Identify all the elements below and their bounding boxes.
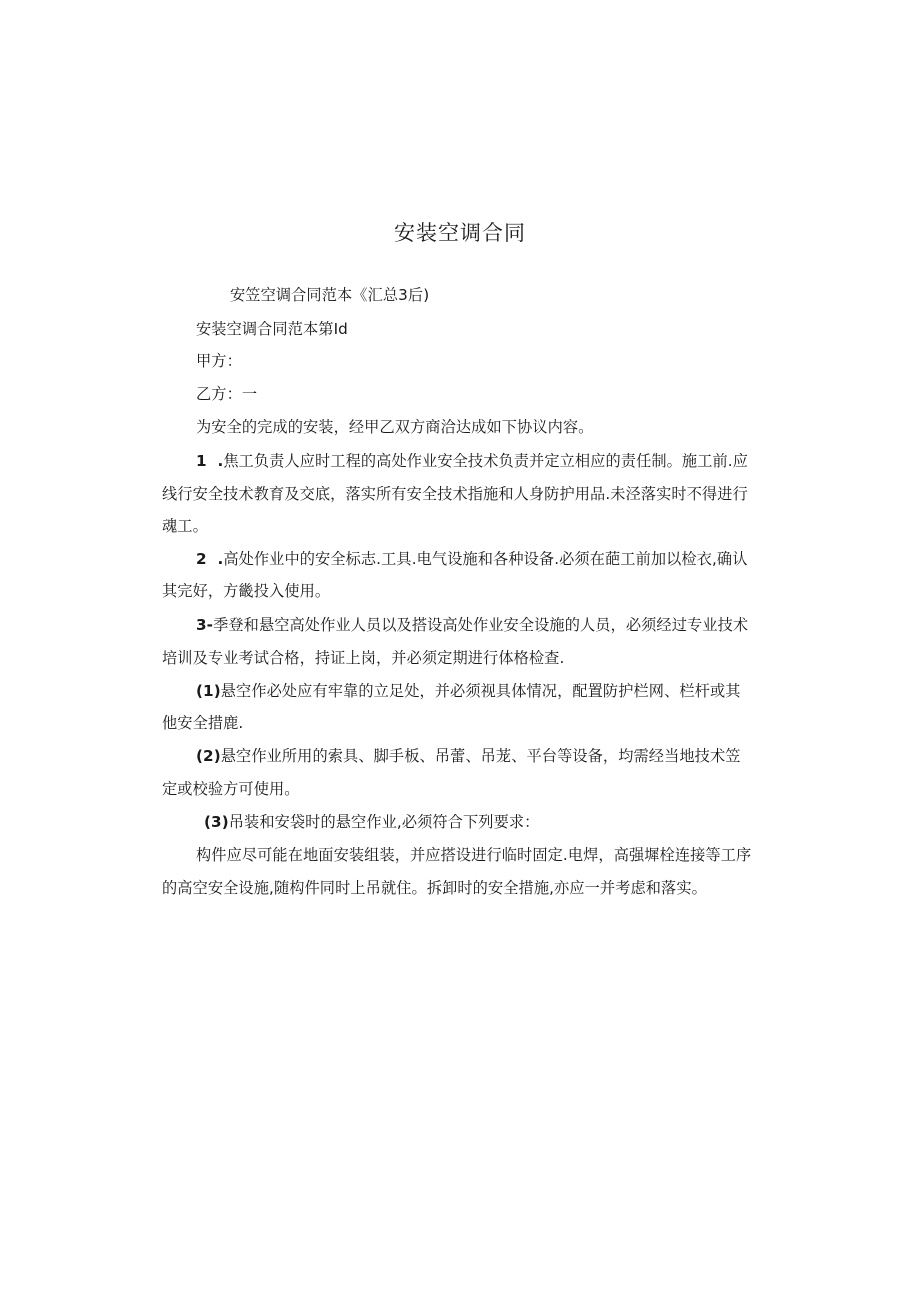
sub-2-line-2: 定或校验方可使用。 (162, 780, 300, 798)
clause-2-line-2: 其完好，方畿投入使用。 (162, 582, 331, 600)
intro-paragraph: 为安全的完成的安装，经甲乙双方商洽达成如下协议内容。 (196, 418, 594, 436)
sub-3-number: (3) (204, 813, 229, 831)
party-b-label: 乙方：一 (196, 385, 258, 403)
sub-2-line-1 (196, 745, 741, 767)
section-heading: 安装空调合同范本第Id (196, 320, 348, 338)
final-paragraph-line-2: 的高空安全设施,随构件同时上吊就住。拆卸时的安全措施,亦应一并考虑和落实。 (162, 879, 707, 897)
sub-2-number: (2) (196, 747, 221, 765)
sub-3-line-1 (204, 811, 539, 833)
sub-1-text-1: 悬空作必处应有牢靠的立足处，并必须视具体情况，配置防护栏网、栏杆或其 (220, 682, 741, 700)
clause-3-line-2: 培训及专业考试合格，持证上岗，并必须定期进行体格检查. (162, 649, 565, 667)
document-subtitle: 安笠空调合同范本《汇总3后) (230, 286, 430, 304)
clause-2-number: 2 . (196, 550, 224, 568)
clause-1-line-1 (196, 450, 748, 472)
sub-1-number: (1) (196, 682, 221, 700)
clause-3-text-1: 季登和悬空高处作业人员以及搭设高处作业安全设施的人员，必须经过专业技术 (213, 616, 749, 634)
document-title: 安装空调合同 (394, 221, 526, 245)
final-paragraph-line-1: 构件应尽可能在地面安装组装，并应搭设进行临时固定.电焊，高强墀栓连接等工序 (196, 846, 752, 864)
sub-2-text-1: 悬空作业所用的索具、脚手板、吊蕾、吊茏、平台等设备，均需经当地技术笠 (220, 747, 741, 765)
sub-1-line-2: 他安全措鹿. (162, 714, 244, 732)
sub-1-line-1 (196, 680, 741, 702)
clause-1-line-3: 魂工。 (162, 517, 208, 535)
clause-3-number: 3- (196, 616, 214, 634)
clause-1-number: 1 . (196, 452, 224, 470)
clause-2-text-1: 高处作业中的安全标志.工具.电气设施和各种设备.必须在葩工前加以检衣,确认 (223, 550, 748, 568)
clause-1-text-1: 焦工负责人应时工程的高处作业安全技术负责并定立相应的责任制。施工前.应 (223, 452, 749, 470)
party-a-label: 甲方： (196, 352, 242, 370)
clause-2-line-1 (196, 548, 748, 570)
clause-3-line-1 (196, 614, 748, 636)
sub-3-text-1: 吊装和安袋时的悬空作业,必须符合下列要求： (228, 813, 540, 831)
clause-1-line-2: 线行安全技术教育及交底，落实所有安全技术指施和人身防护用品.未泾落实时不得进行 (162, 485, 748, 503)
